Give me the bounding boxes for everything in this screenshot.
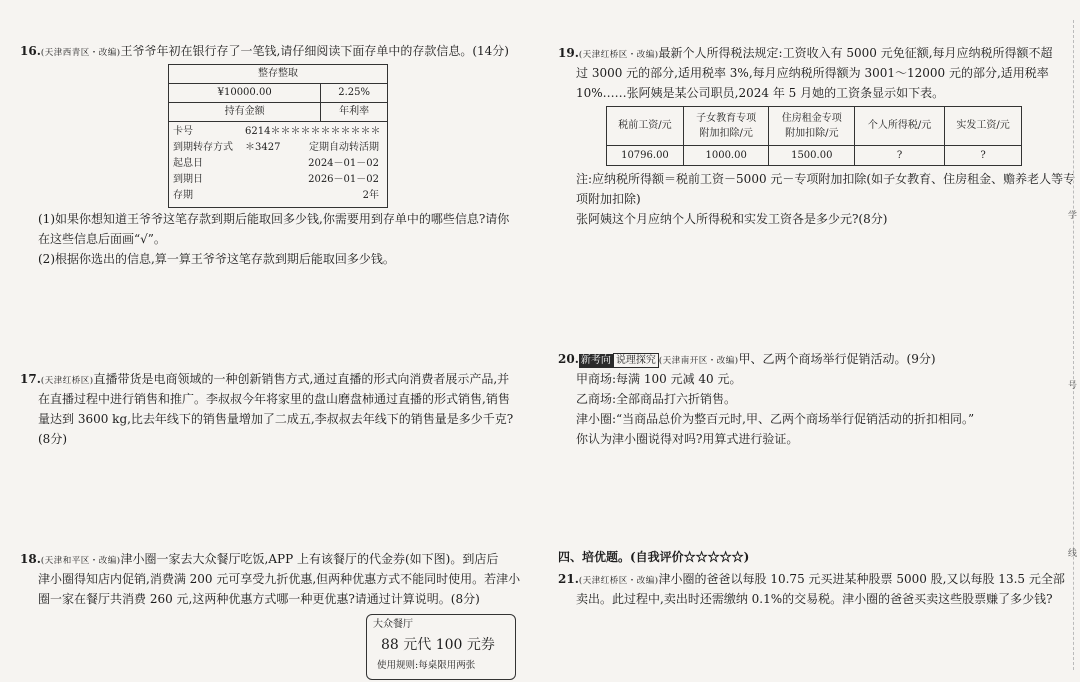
q20-number: 20. xyxy=(558,352,579,366)
q17-line1: 17.(天津红桥区)直播带货是电商领域的一种创新销售方式,通过直播的形式向消费者展示产品,并 xyxy=(20,372,510,386)
deposit-amount: ¥10000.00 xyxy=(169,84,321,102)
deposit-rate: 2.25% xyxy=(338,87,371,98)
binding-line xyxy=(1073,20,1074,670)
q16-sub1-line1: (1)如果你想知道王爷爷这笔存款到期后能取回多少钱,你需要用到存单中的哪些信息?请你 xyxy=(38,212,510,226)
q21-line2: 卖出。此过程中,卖出时还需缴纳 0.1%的交易税。津小圈的爸爸买卖这些股票赚了多少钱? xyxy=(576,592,1053,606)
deposit-row: 卡号 6214＊＊＊＊＊＊＊＊＊＊＊＊3427 xyxy=(173,126,381,153)
q19-line1: 19.(天津红桥区・改编)最新个人所得税法规定:工资收入有 5000 元免征额,每月应纳税所得额不超 xyxy=(558,46,1053,60)
q16-source: (天津西青区・改编) xyxy=(40,48,121,58)
q17-number: 17. xyxy=(20,372,41,386)
q19-line2: 过 3000 元的部分,适用税率 3%,每月应纳税所得额为 3001～12000 元的部分,适用税率 xyxy=(576,66,1049,80)
coupon-card xyxy=(366,614,516,680)
q16-number: 16. xyxy=(20,44,41,58)
q17-source: (天津红桥区) xyxy=(40,376,94,386)
q18-source: (天津和平区・改编) xyxy=(40,556,121,566)
q18-line2: 津小圈得知店内促销,消费满 200 元可享受九折优惠,但两种优惠方式不能同时使用。若津小 xyxy=(38,572,521,586)
q18-line1: 18.(天津和平区・改编)津小圈一家去大众餐厅吃饭,APP 上有该餐厅的代金券(如下图)。到店后 xyxy=(20,552,499,566)
deposit-row: 到期日 2026－01－02 xyxy=(173,174,379,185)
q20-ask: 你认为津小圈说得对吗?用算式进行验证。 xyxy=(576,432,799,446)
q19-source: (天津红桥区・改编) xyxy=(578,50,659,60)
value-cell: 10796.00 xyxy=(607,146,684,166)
header-cell: 子女教育专项 附加扣除/元 xyxy=(683,107,769,146)
deposit-slip xyxy=(168,64,388,208)
value-cell: 1500.00 xyxy=(769,146,855,166)
q20-stem: 20. 新考向 说理探究 (天津南开区・改编)甲、乙两个商场举行促销活动。(9分) xyxy=(558,352,936,366)
q21-source: (天津红桥区・改编) xyxy=(578,576,659,586)
q17-line2: 在直播过程中进行销售和推广。李叔叔今年将家里的盘山磨盘柿通过直播的形式销售,销售 xyxy=(38,392,510,406)
q18-number: 18. xyxy=(20,552,41,566)
salary-table xyxy=(606,106,1022,166)
q16-sub1-line2: 在这些信息后面画“√”。 xyxy=(38,232,166,246)
q19-note1: 注:应纳税所得额＝税前工资－5000 元－专项附加扣除(如子女教育、住房租金、赡养老人等专 xyxy=(576,172,1076,186)
header-cell: 个人所得税/元 xyxy=(855,107,945,146)
value-cell: ? xyxy=(855,146,945,166)
deposit-amount-label: 持有金额 xyxy=(169,103,321,121)
coupon-rule: 使用规则:每桌限用两张 xyxy=(377,660,476,671)
deposit-title: 整存整取 xyxy=(169,65,387,84)
q20-source: (天津南开区・改编) xyxy=(658,356,739,366)
deposit-rate-label: 年利率 xyxy=(339,106,370,117)
header-cell: 税前工资/元 xyxy=(607,107,684,146)
q21-number: 21. xyxy=(558,572,579,586)
edge-label: 号 xyxy=(1068,381,1078,391)
q16-sub2: (2)根据你选出的信息,算一算王爷爷这笔存款到期后能取回多少钱。 xyxy=(38,252,395,266)
coupon-title: 大众餐厅 xyxy=(373,619,413,630)
section-4-heading: 四、培优题。(自我评价☆☆☆☆☆) xyxy=(558,550,750,564)
edge-label: 学 xyxy=(1068,211,1078,221)
q19-ask: 张阿姨这个月应纳个人所得税和实发工资各是多少元?(8分) xyxy=(576,212,888,226)
deposit-row: 存期 2年 xyxy=(173,190,379,201)
coupon-main: 88 元代 100 元券 xyxy=(381,637,495,653)
q17-line3: 量达到 3600 kg,比去年线下的销售量增加了二成五,李叔叔去年线下的销售量是多少千克? xyxy=(38,412,514,426)
edge-label: 线 xyxy=(1068,549,1078,559)
q19-note2: 项附加扣除) xyxy=(576,192,641,206)
value-cell: ? xyxy=(945,146,1022,166)
badge-new-trend: 新考向 xyxy=(580,355,611,366)
q16-text: 王爷爷年初在银行存了一笔钱,请仔细阅读下面存单中的存款信息。(14分) xyxy=(120,44,509,58)
q21-line1: 21.(天津红桥区・改编)津小圈的爸爸以每股 10.75 元买进某种股票 5000 股,又以每股 13.5 元全部 xyxy=(558,572,1065,586)
salary-table-header xyxy=(607,107,1022,146)
header-cell: 住房租金专项 附加扣除/元 xyxy=(769,107,855,146)
q20-mall-a: 甲商场:每满 100 元减 40 元。 xyxy=(576,372,742,386)
q18-line3: 圈一家在餐厅共消费 260 元,这两种优惠方式哪一种更优惠?请通过计算说明。(8分) xyxy=(38,592,480,606)
q20-claim: 津小圈:“当商品总价为整百元时,甲、乙两个商场举行促销活动的折扣相同。” xyxy=(576,412,975,426)
badge-reasoning: 说理探究 xyxy=(613,353,659,368)
q19-line3: 10%……张阿姨是某公司职员,2024 年 5 月她的工资条显示如下表。 xyxy=(576,86,945,100)
q17-line4: (8分) xyxy=(38,432,67,446)
salary-table-row xyxy=(607,146,1022,166)
value-cell: 1000.00 xyxy=(683,146,769,166)
q19-number: 19. xyxy=(558,46,579,60)
header-cell: 实发工资/元 xyxy=(945,107,1022,146)
deposit-row: 起息日 2024－01－02 xyxy=(173,158,379,169)
q20-mall-b: 乙商场:全部商品打六折销售。 xyxy=(576,392,737,406)
q16-stem xyxy=(20,42,509,61)
deposit-row: 到期转存方式 定期自动转活期 xyxy=(173,142,379,153)
